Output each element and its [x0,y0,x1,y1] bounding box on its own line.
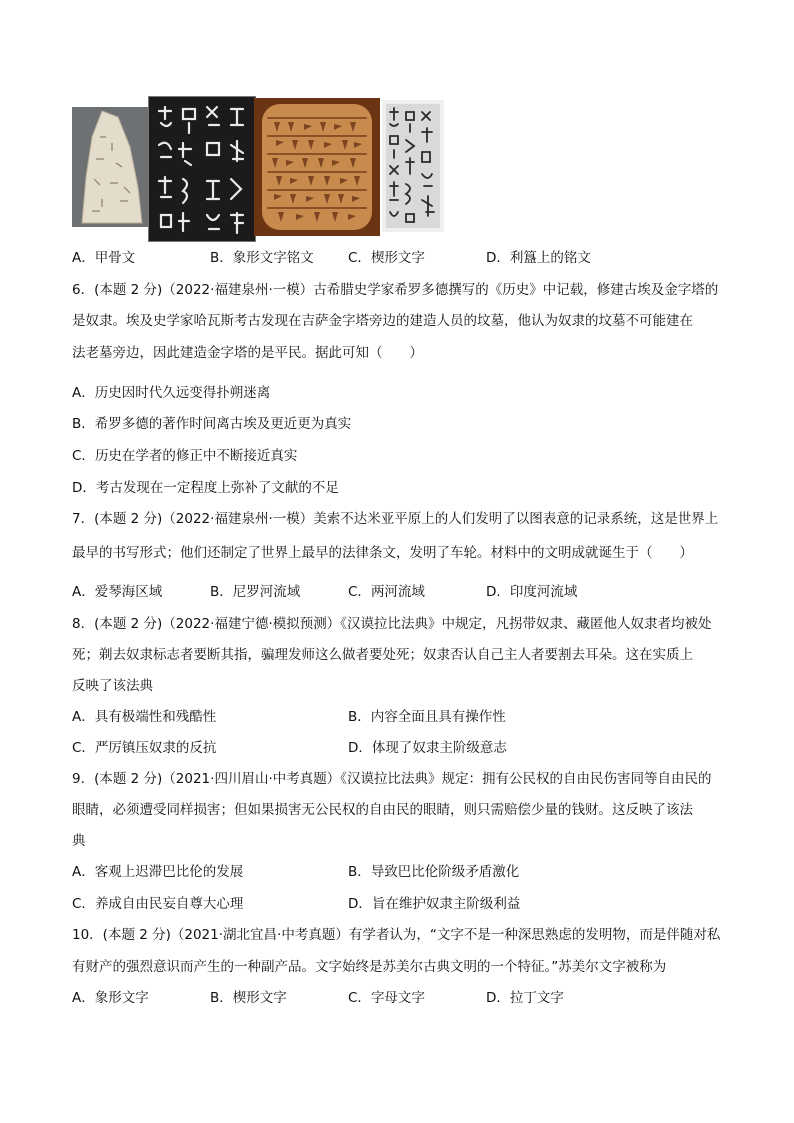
q6-stem-line-1: 6．(本题 2 分)（2022·福建泉州·一模）古希腊史学家希罗多德撰写的《历史》中记载，修建古埃及金字塔的 [72,282,719,298]
q5-option-a[interactable] [72,246,135,266]
option-text: 历史因时代久远变得扑朔迷离 [94,385,271,401]
q9-stem-line-1: 9．(本题 2 分)（2021·四川眉山·中考真题）《汉谟拉比法典》规定：拥有公民权的自由民伤害同等自由民的 [72,771,712,787]
option-letter: C． [72,896,95,912]
q5-option-b[interactable] [210,246,314,266]
option-letter: C． [348,584,371,600]
option-text: 内容全面且具有操作性 [370,709,506,725]
q8-stem-line-2: 死；剃去奴隶标志者要断其指，骗理发师这么做者要处死；奴隶否认自己主人者要割去耳朵。这在实质上 [72,647,693,663]
cuneiform-clay-tablet-image [254,98,380,236]
option-text: 字母文字 [370,990,425,1006]
option-text: 旨在维护奴隶主阶级利益 [371,896,521,912]
option-text: 养成自由民妄自尊大心理 [94,896,244,912]
q10-option-b[interactable] [210,986,287,1006]
option-letter: D． [486,250,510,266]
option-letter: C． [348,250,371,266]
pictograph-inscription-rubbing-image [148,96,256,242]
q9-option-d[interactable] [348,892,520,912]
option-text: 象形文字 [94,990,149,1006]
option-letter: C． [72,740,95,756]
q6-option-d[interactable] [72,476,339,496]
q8-stem-line-3: 反映了该法典 [72,678,153,694]
q7-stem-line-1: 7．(本题 2 分)（2022·福建泉州·一模）美索不达米亚平原上的人们发明了以图表意的记录系统，这是世界上 [72,511,719,527]
q10-stem-line-1: 10．(本题 2 分)（2021·湖北宜昌·中考真题）有学者认为，“文字不是一种深思熟虑的发明物，而是伴随对私 [72,927,721,943]
option-text: 拉丁文字 [509,990,564,1006]
option-letter: B． [210,584,233,600]
option-letter: C． [348,990,371,1006]
q7-option-c[interactable] [348,580,425,600]
q6-option-a[interactable] [72,381,270,401]
option-letter: D． [486,990,510,1006]
q9-option-a[interactable] [72,860,243,880]
option-text: 历史在学者的修正中不断接近真实 [94,448,298,464]
option-text: 严厉镇压奴隶的反抗 [94,740,217,756]
option-text: 楔形文字 [232,990,287,1006]
option-letter: B． [348,709,371,725]
q5-option-c[interactable] [348,246,425,266]
option-text: 考古发现在一定程度上弥补了文献的不足 [95,480,339,496]
option-letter: A． [72,250,95,266]
option-text: 印度河流域 [509,584,578,600]
option-text: 体现了奴隶主阶级意志 [371,740,507,756]
q10-stem-line-2: 有财产的强烈意识而产生的一种副产品。文字始终是苏美尔古典文明的一个特征。”苏美尔文字被称为 [72,959,667,975]
q8-stem-line-1: 8．(本题 2 分)（2022·福建宁德·模拟预测）《汉谟拉比法典》中规定，凡拐带奴隶、藏匿他人奴隶者均被处 [72,616,712,632]
option-text: 楔形文字 [370,250,425,266]
option-letter: A． [72,385,95,401]
q8-option-c[interactable] [72,736,216,756]
q7-option-a[interactable] [72,580,162,600]
option-text: 尼罗河流域 [232,584,301,600]
oracle-bone-image [72,107,148,227]
q10-option-a[interactable] [72,986,149,1006]
option-text: 希罗多德的著作时间离古埃及更近更为真实 [94,416,352,432]
q8-option-a[interactable] [72,705,216,725]
q6-option-c[interactable] [72,444,297,464]
q6-stem-line-3: 法老墓旁边，因此建造金字塔的是平民。据此可知（ ） [72,345,423,361]
option-text: 甲骨文 [94,250,136,266]
option-text: 利簋上的铭文 [509,250,591,266]
q9-option-b[interactable] [348,860,519,880]
option-letter: D． [348,740,372,756]
option-text: 两河流域 [370,584,425,600]
option-letter: D． [486,584,510,600]
option-letter: A． [72,709,95,725]
option-letter: A． [72,990,95,1006]
q7-stem-line-2: 最早的书写形式；他们还制定了世界上最早的法律条文，发明了车轮。材料中的文明成就诞生于（ ） [72,545,693,561]
option-text: 象形文字铭文 [232,250,314,266]
option-letter: C． [72,448,95,464]
option-letter: A． [72,864,95,880]
q10-option-d[interactable] [486,986,564,1006]
q7-option-d[interactable] [486,580,577,600]
option-text: 爱琴海区域 [94,584,163,600]
q9-stem-line-3: 典 [72,833,86,849]
q9-stem-line-2: 眼睛，必须遭受同样损害；但如果损害无公民权的自由民的眼睛，则只需赔偿少量的钱财。这反映了该法 [72,802,693,818]
q8-option-b[interactable] [348,705,506,725]
option-letter: D． [72,480,96,496]
q6-option-b[interactable] [72,412,351,432]
option-text: 具有极端性和残酷性 [94,709,217,725]
q7-option-b[interactable] [210,580,300,600]
q6-stem-line-2: 是奴隶。埃及史学家哈瓦斯考古发现在吉萨金字塔旁边的建造人员的坟墓，他认为奴隶的坟墓不可能建在 [72,313,693,329]
option-letter: B． [210,990,233,1006]
option-letter: D． [348,896,372,912]
option-text: 客观上迟滞巴比伦的发展 [94,864,244,880]
option-letter: B． [210,250,233,266]
q10-option-c[interactable] [348,986,425,1006]
option-letter: B． [72,416,95,432]
option-letter: B． [348,864,371,880]
option-text: 导致巴比伦阶级矛盾激化 [370,864,520,880]
q9-option-c[interactable] [72,892,243,912]
li-gui-inscription-image [382,100,444,232]
q5-option-d[interactable] [486,246,591,266]
option-letter: A． [72,584,95,600]
q8-option-d[interactable] [348,736,507,756]
